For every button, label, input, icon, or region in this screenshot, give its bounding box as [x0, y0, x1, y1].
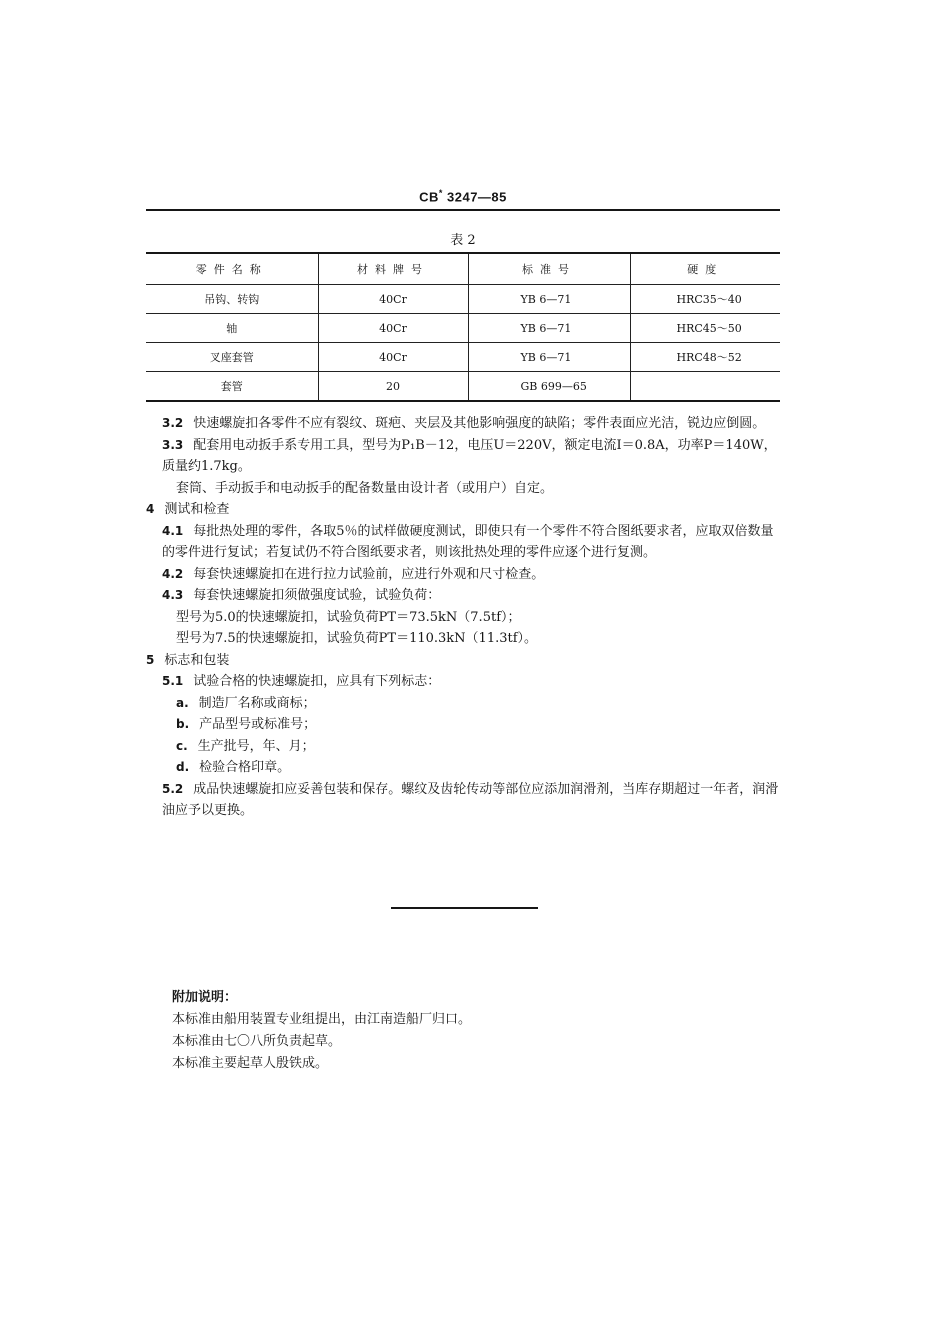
- clause-3-3-note: 套筒、手动扳手和电动扳手的配备数量由设计者（或用户）自定。: [176, 480, 554, 496]
- clause-5-1: 5.1 试验合格的快速螺旋扣，应具有下列标志：: [162, 674, 441, 689]
- table-row: [146, 372, 780, 402]
- clause-3-2: 3.2 快速螺旋扣各零件不应有裂纹、斑疤、夹层及其他影响强度的缺陷；零件表面应光洁，锐边应倒圆。: [162, 416, 766, 431]
- column-header: 材料牌号: [318, 253, 468, 285]
- hardness: HRC48～52: [630, 343, 780, 372]
- standard-mark: *: [438, 188, 443, 198]
- note-line: 本标准由船用装置专业组提出，由江南造船厂归口。: [172, 1012, 472, 1027]
- standard: YB 6—71: [468, 285, 630, 314]
- section-5-heading: 5 标志和包装: [146, 652, 230, 668]
- clause-4-1: 4.1 每批热处理的零件，各取5％的试样做硬度测试，即使只有一个零件不符合图纸要求者，应取双倍数量的零件进行复试；若复试仍不符合图纸要求者，则该批热处理的零件应逐个进行复测。: [162, 523, 774, 560]
- material: 40Cr: [318, 343, 468, 372]
- document-header: [146, 188, 780, 204]
- standard: YB 6—71: [468, 343, 630, 372]
- column-header: 标准号: [468, 253, 630, 285]
- additional-notes: [172, 987, 772, 1075]
- section-4-heading: 4 测试和检查: [146, 502, 230, 517]
- material: 40Cr: [318, 314, 468, 343]
- clause-5-2: 5.2 成品快速螺旋扣应妥善包装和保存。螺纹及齿轮传动等部位应添加润滑剂，当库存期超过一年者，润滑油应予以更换。: [162, 781, 779, 818]
- hardness: [630, 372, 780, 402]
- notes-title: 附加说明：: [172, 990, 238, 1005]
- list-item: d. 检验合格印章。: [176, 760, 291, 775]
- clause-4-3: 4.3 每套快速螺旋扣须做强度试验，试验负荷：: [162, 588, 441, 603]
- standard: YB 6—71: [468, 314, 630, 343]
- list-item: b. 产品型号或标准号；: [176, 717, 317, 732]
- clause-3-3: 3.3 配套用电动扳手系专用工具，型号为P₁B－12，电压U＝220V，额定电流I＝0.8A，功率P＝140W，质量约1.7kg。: [162, 437, 777, 474]
- hardness: HRC45～50: [630, 314, 780, 343]
- note-line: 本标准由七〇八所负责起草。: [172, 1034, 342, 1049]
- standard: GB 699—65: [468, 372, 630, 402]
- table-row: [146, 285, 780, 314]
- list-item: c. 生产批号，年、月；: [176, 738, 315, 754]
- column-header: 硬度: [630, 253, 780, 285]
- clause-4-2: 4.2 每套快速螺旋扣在进行拉力试验前，应进行外观和尺寸检查。: [162, 566, 545, 582]
- table-row: [146, 314, 780, 343]
- body-text: [146, 413, 782, 822]
- standard-code: CB: [419, 189, 439, 205]
- test-load-5-0: 型号为5.0的快速螺旋扣，试验负荷PT＝73.5kN（7.5tf）；: [176, 609, 521, 625]
- table-caption: 表 2: [450, 233, 476, 248]
- end-rule: [391, 907, 538, 909]
- hardness: HRC35～40: [630, 285, 780, 314]
- test-load-7-5: 型号为7.5的快速螺旋扣，试验负荷PT＝110.3kN（11.3tf）。: [176, 631, 538, 646]
- material: 40Cr: [318, 285, 468, 314]
- header-rule: [146, 209, 780, 211]
- material: 20: [318, 372, 468, 402]
- table-header-row: [146, 253, 780, 285]
- part-name: 吊钩、转钩: [146, 285, 318, 314]
- parts-table: [146, 252, 780, 402]
- part-name: 套管: [146, 372, 318, 402]
- standard-number: 3247—85: [447, 189, 507, 205]
- note-line: 本标准主要起草人殷铁成。: [172, 1056, 329, 1071]
- list-item: a. 制造厂名称或商标；: [176, 695, 316, 711]
- part-name: 轴: [146, 314, 318, 343]
- table-row: [146, 343, 780, 372]
- part-name: 叉座套管: [146, 343, 318, 372]
- column-header: 零件名称: [146, 253, 318, 285]
